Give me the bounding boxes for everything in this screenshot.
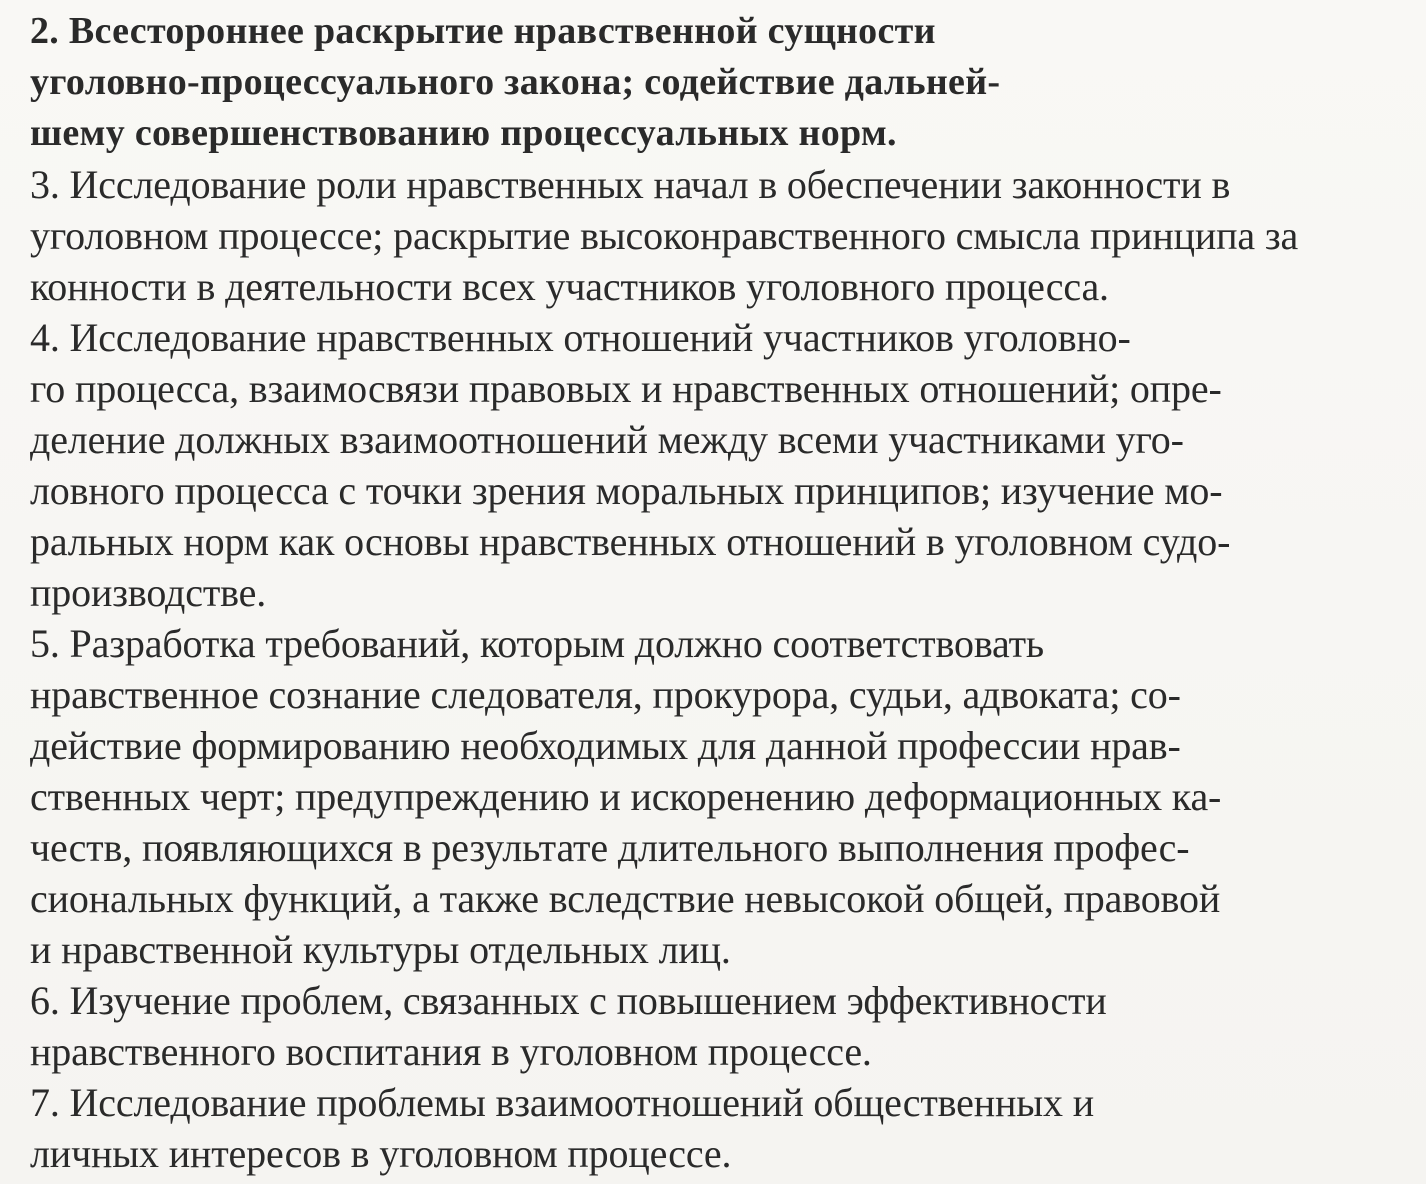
text-line: ральных норм как основы нравственных отношений в уголовном судо-	[30, 519, 1231, 564]
text-line: сиональных функций, а также вследствие невысокой общей, правовой	[30, 876, 1221, 921]
text-line: и нравственной культуры отдельных лиц.	[30, 927, 731, 972]
document-body	[30, 6, 1422, 1179]
text-line: 3. Исследование роли нравственных начал в обеспечении законности в	[30, 162, 1231, 207]
text-line: 4. Исследование нравственных отношений участников уголовно-	[30, 315, 1131, 360]
text-line: деление должных взаимоотношений между всеми участниками уго-	[30, 417, 1184, 462]
text-line: нравственного воспитания в уголовном процессе.	[30, 1029, 872, 1074]
text-line: 6. Изучение проблем, связанных с повышением эффективности	[30, 978, 1107, 1023]
text-line: 5. Разработка требований, которым должно соответствовать	[30, 621, 1045, 666]
text-line: уголовно-процессуального закона; содействие дальней-	[30, 61, 1001, 103]
text-line: производстве.	[30, 570, 267, 615]
text-line: го процесса, взаимосвязи правовых и нравственных отношений; опре-	[30, 366, 1222, 411]
text-line: ственных черт; предупреждению и искоренению деформационных ка-	[30, 774, 1222, 819]
text-line: конности в деятельности всех участников уголовного процесса.	[30, 264, 1109, 309]
text-line: нравственное сознание следователя, прокурора, судьи, адвоката; со-	[30, 672, 1181, 717]
text-line: действие формированию необходимых для данной профессии нрав-	[30, 723, 1181, 768]
text-line: 2. Всестороннее раскрытие нравственной сущности	[30, 10, 936, 52]
text-line: 7. Исследование проблемы взаимоотношений общественных и	[30, 1080, 1094, 1125]
text-line: честв, появляющихся в результате длительного выполнения профес-	[30, 825, 1190, 870]
text-line: уголовном процессе; раскрытие высоконравственного смысла принципа за	[30, 213, 1299, 258]
text-line: личных интересов в уголовном процессе.	[30, 1131, 732, 1176]
text-line: шему совершенствованию процессуальных норм.	[30, 112, 897, 154]
text-line: ловного процесса с точки зрения моральных принципов; изучение мо-	[30, 468, 1223, 513]
